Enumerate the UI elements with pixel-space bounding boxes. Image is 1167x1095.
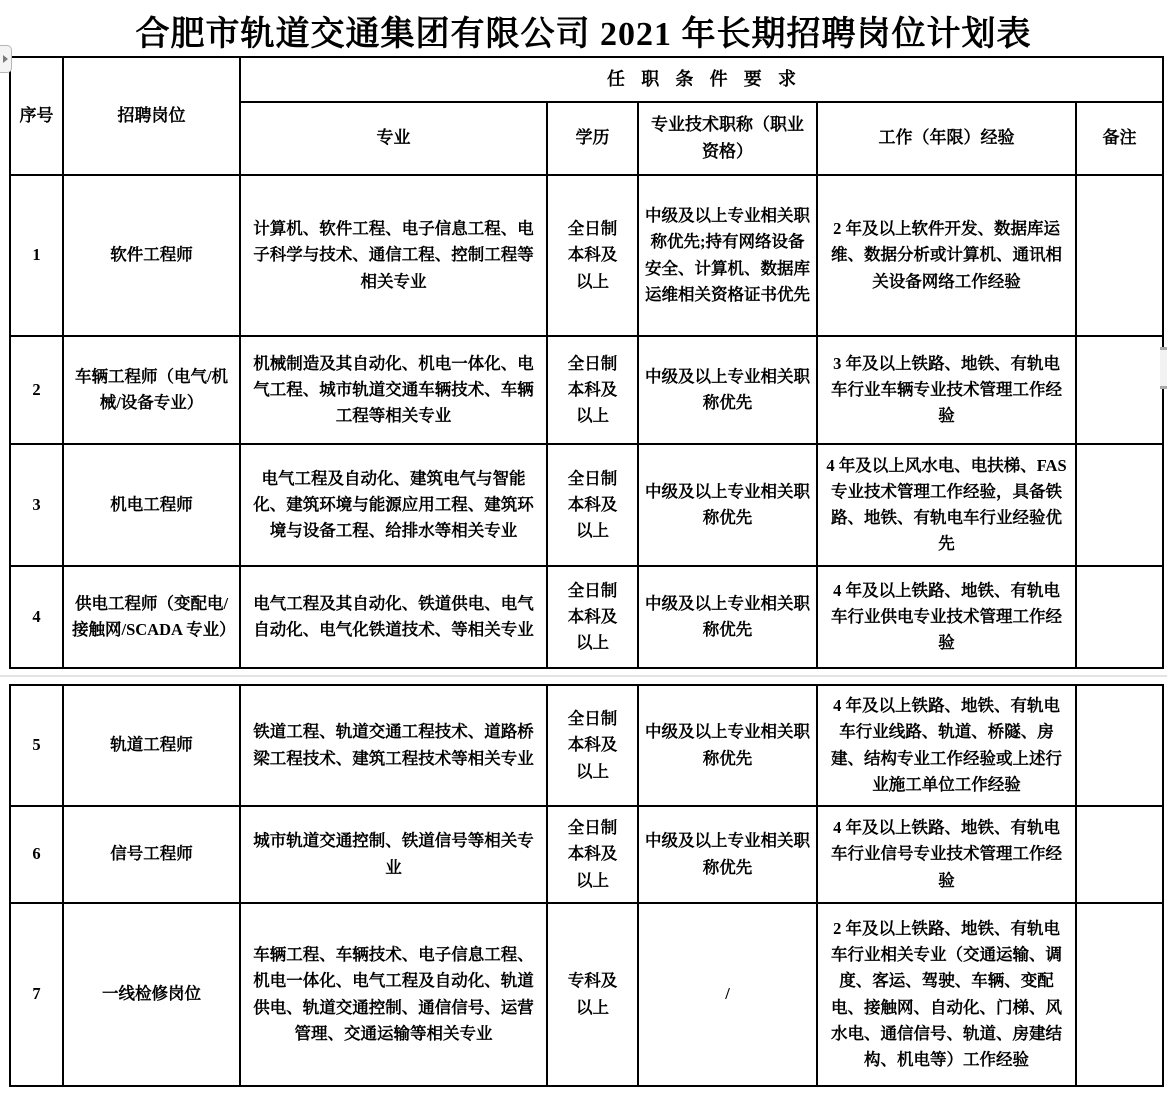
cell-no: 6 xyxy=(10,806,63,903)
cell-remark xyxy=(1076,336,1163,444)
cell-position: 车辆工程师（电气/机械/设备专业） xyxy=(63,336,240,444)
cell-experience: 4 年及以上风水电、电扶梯、FAS 专业技术管理工作经验，具备铁路、地铁、有轨电车行业经验优先 xyxy=(817,444,1076,566)
cell-position: 供电工程师（变配电/接触网/SCADA 专业） xyxy=(63,566,240,668)
arrow-right-icon xyxy=(3,55,8,63)
cell-major: 计算机、软件工程、电子信息工程、电子科学与技术、通信工程、控制工程等相关专业 xyxy=(240,175,547,336)
header-major: 专业 xyxy=(240,102,547,175)
cell-experience: 3 年及以上铁路、地铁、有轨电车行业车辆专业技术管理工作经验 xyxy=(817,336,1076,444)
cell-position: 机电工程师 xyxy=(63,444,240,566)
cell-education: 全日制本科及以上 xyxy=(547,336,638,444)
header-professional-title: 专业技术职称（职业资格） xyxy=(638,102,817,175)
cell-remark xyxy=(1076,175,1163,336)
cell-major: 车辆工程、车辆技术、电子信息工程、机电一体化、电气工程及自动化、轨道供电、轨道交通控制、通信信号、运营管理、交通运输等相关专业 xyxy=(240,903,547,1086)
cell-position: 轨道工程师 xyxy=(63,685,240,806)
table-row xyxy=(10,444,1163,566)
cell-experience: 2 年及以上软件开发、数据库运维、数据分析或计算机、通讯相关设备网络工作经验 xyxy=(817,175,1076,336)
page-break-line xyxy=(0,675,1167,677)
cell-remark xyxy=(1076,685,1163,806)
cell-no: 3 xyxy=(10,444,63,566)
table-row xyxy=(10,903,1163,1086)
cell-major: 电气工程及其自动化、铁道供电、电气自动化、电气化铁道技术、等相关专业 xyxy=(240,566,547,668)
cell-remark xyxy=(1076,566,1163,668)
header-remark: 备注 xyxy=(1076,102,1163,175)
header-requirements-group xyxy=(240,57,1163,102)
cell-remark xyxy=(1076,903,1163,1086)
cell-professional-title: 中级及以上专业相关职称优先 xyxy=(638,336,817,444)
recruitment-table-lower xyxy=(9,684,1164,1087)
cell-education: 全日制本科及以上 xyxy=(547,175,638,336)
cell-experience: 4 年及以上铁路、地铁、有轨电车行业供电专业技术管理工作经验 xyxy=(817,566,1076,668)
cell-professional-title: 中级及以上专业相关职称优先 xyxy=(638,685,817,806)
cell-experience: 2 年及以上铁路、地铁、有轨电车行业相关专业（交通运输、调度、客运、驾驶、车辆、变配电、接触网、自动化、门梯、风水电、通信信号、轨道、房建结构、机电等）工作经验 xyxy=(817,903,1076,1086)
cell-education: 全日制本科及以上 xyxy=(547,566,638,668)
cell-education: 全日制本科及以上 xyxy=(547,444,638,566)
vertical-scrollbar-thumb[interactable] xyxy=(1160,347,1167,389)
cell-position: 信号工程师 xyxy=(63,806,240,903)
cell-no: 5 xyxy=(10,685,63,806)
cell-major: 城市轨道交通控制、铁道信号等相关专业 xyxy=(240,806,547,903)
cell-education: 全日制本科及以上 xyxy=(547,685,638,806)
browse-object-button[interactable] xyxy=(0,45,12,73)
header-requirements-group-label: 任职条件要求 xyxy=(607,69,813,90)
cell-professional-title: 中级及以上专业相关职称优先;持有网络设备安全、计算机、数据库运维相关资格证书优先 xyxy=(638,175,817,336)
cell-professional-title: 中级及以上专业相关职称优先 xyxy=(638,444,817,566)
table-row xyxy=(10,566,1163,668)
page-title: 合肥市轨道交通集团有限公司 2021 年长期招聘岗位计划表 xyxy=(135,16,1032,53)
table-row xyxy=(10,336,1163,444)
cell-experience: 4 年及以上铁路、地铁、有轨电车行业线路、轨道、桥隧、房建、结构专业工作经验或上述行业施工单位工作经验 xyxy=(817,685,1076,806)
header-no: 序号 xyxy=(10,57,63,175)
table-split-gap xyxy=(0,669,1167,684)
cell-no: 1 xyxy=(10,175,63,336)
cell-no: 4 xyxy=(10,566,63,668)
table-row xyxy=(10,175,1163,336)
recruitment-table-upper xyxy=(9,56,1164,669)
cell-no: 2 xyxy=(10,336,63,444)
cell-experience: 4 年及以上铁路、地铁、有轨电车行业信号专业技术管理工作经验 xyxy=(817,806,1076,903)
table-row xyxy=(10,685,1163,806)
header-position: 招聘岗位 xyxy=(63,57,240,175)
header-experience: 工作（年限）经验 xyxy=(817,102,1076,175)
cell-professional-title: 中级及以上专业相关职称优先 xyxy=(638,806,817,903)
cell-education: 全日制本科及以上 xyxy=(547,806,638,903)
cell-major: 电气工程及自动化、建筑电气与智能化、建筑环境与能源应用工程、建筑环境与设备工程、给排水等相关专业 xyxy=(240,444,547,566)
cell-remark xyxy=(1076,444,1163,566)
cell-professional-title: 中级及以上专业相关职称优先 xyxy=(638,566,817,668)
cell-position: 一线检修岗位 xyxy=(63,903,240,1086)
header-education: 学历 xyxy=(547,102,638,175)
cell-no: 7 xyxy=(10,903,63,1086)
cell-major: 机械制造及其自动化、机电一体化、电气工程、城市轨道交通车辆技术、车辆工程等相关专业 xyxy=(240,336,547,444)
cell-education: 专科及以上 xyxy=(547,903,638,1086)
cell-position: 软件工程师 xyxy=(63,175,240,336)
cell-major: 铁道工程、轨道交通工程技术、道路桥梁工程技术、建筑工程技术等相关专业 xyxy=(240,685,547,806)
cell-professional-title: / xyxy=(638,903,817,1086)
table-row xyxy=(10,806,1163,903)
cell-remark xyxy=(1076,806,1163,903)
